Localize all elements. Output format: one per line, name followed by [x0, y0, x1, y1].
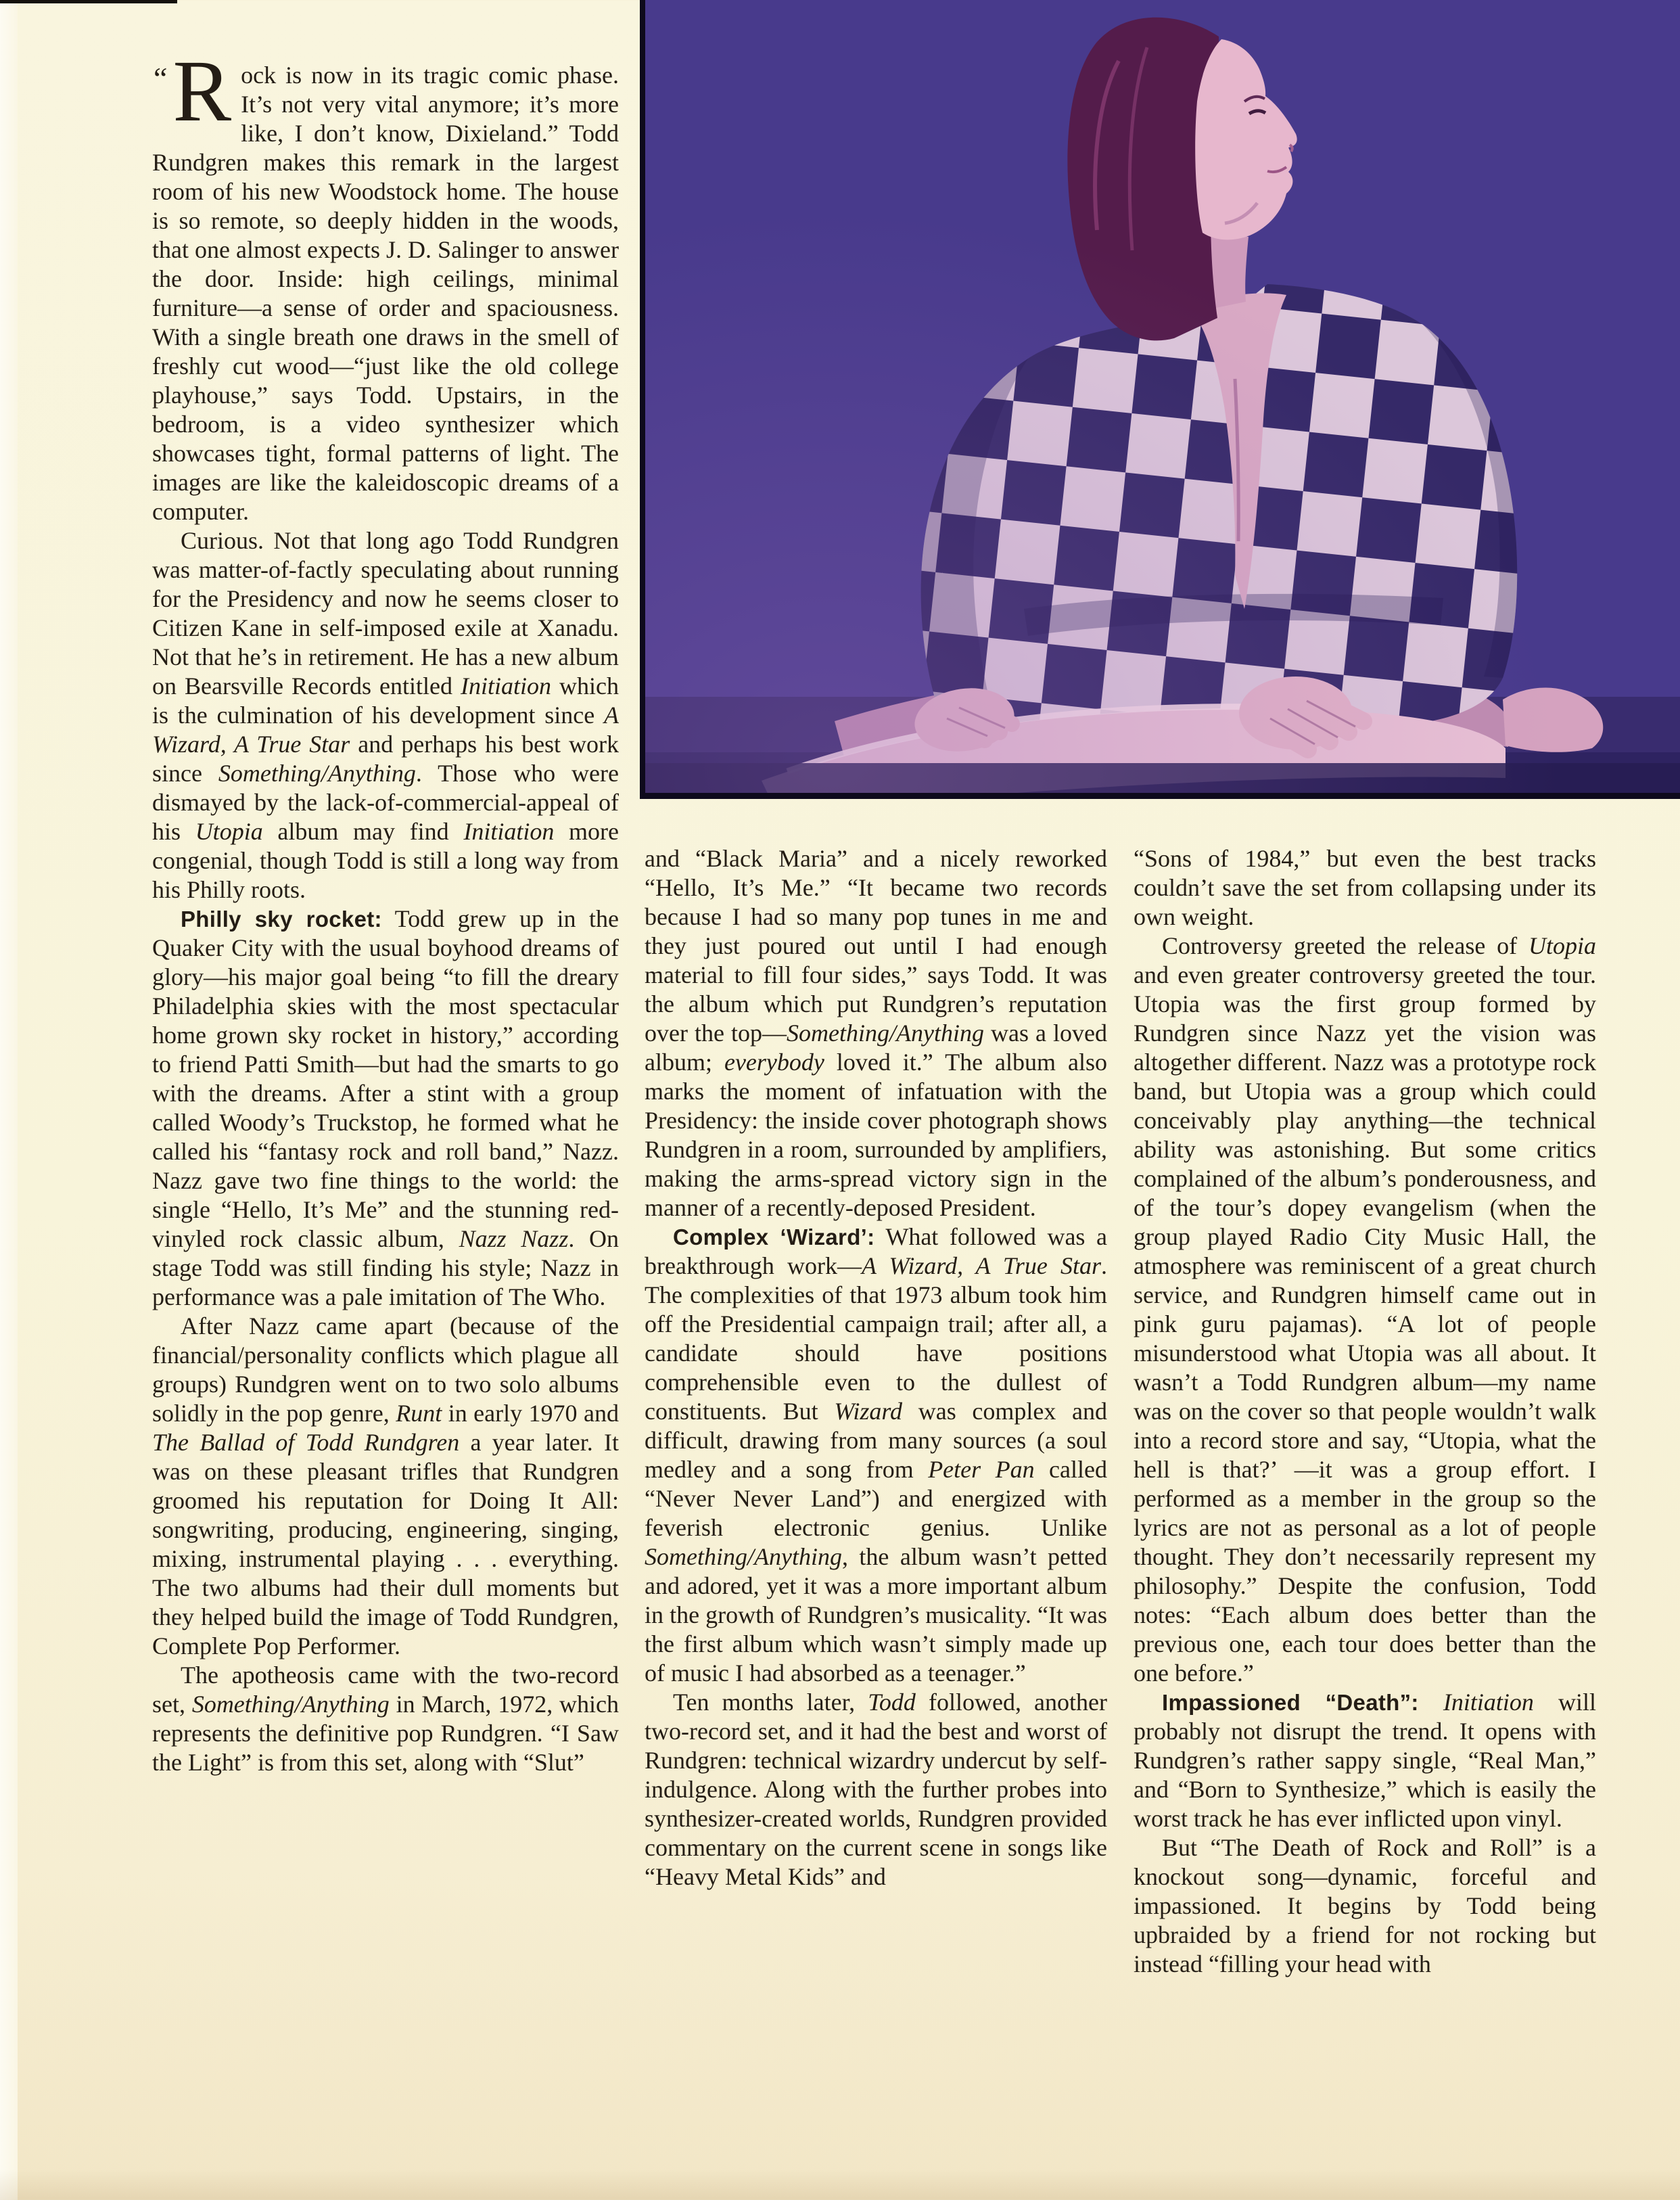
paragraph	[152, 61, 619, 526]
paragraph	[645, 1222, 1107, 1688]
text-run: Curious. Not that long ago Todd Rundgren was matter-of-factly speculating about running for the Presidency and now he seems closer to Citizen Kane in self-imposed exile at Xanadu. Not that he’s in retirement. He has a new album on Bearsville Records entitled	[152, 527, 619, 700]
paragraph	[152, 904, 619, 1312]
text-run: The Ballad of Todd Rundgren	[152, 1429, 460, 1456]
text-run: Todd	[868, 1689, 916, 1716]
section-heading: Philly sky rocket:	[181, 907, 382, 932]
text-run: will probably not disrupt the trend. It opens with Rundgren’s rather sappy single, “Real Man,” and “Born to Synthesize,” which is easily the worst track he has ever inflicted upon vinyl.	[1134, 1689, 1596, 1832]
column-2	[645, 844, 1107, 2066]
paragraph	[645, 1688, 1107, 1892]
text-run: was complex and difficult, drawing from many sources (a soul medley and a song from	[645, 1398, 1107, 1483]
paragraph	[152, 526, 619, 904]
text-run: . Those who were dismayed by the lack-of-commercial-appeal of his	[152, 760, 619, 845]
text-run: . On stage Todd was still finding his style; Nazz in performance was a pale imitation of The Who.	[152, 1225, 619, 1310]
text-run	[1419, 1689, 1443, 1716]
text-run: Todd grew up in the Quaker City with the usual boyhood dreams of glory—his major goal being “to fill the dreary Philadelphia skies with the most spectacular home grown sky rocket in history,” according to friend Patti Smith—but had the smarts to go with the dreams. After a stint with a group called Woody’s Truckstop, he formed what he called his “fantasy rock and roll band,” Nazz. Nazz gave two fine things to the world: the single “Hello, It’s Me” and the stunning red-vinyled rock classic album,	[152, 905, 619, 1252]
scan-edge-top	[0, 0, 177, 3]
text-run: Initiation	[463, 818, 555, 845]
text-run: everybody	[724, 1049, 824, 1076]
paragraph	[152, 1661, 619, 1777]
text-run: Initiation	[460, 672, 551, 700]
text-run: ock is now in its tragic comic phase. It’s not very vital anymore; it’s more like, I don’t know, Dixieland.” Todd Rundgren makes this remark in the largest room of his new Woodstock home. The house is so remote, so deeply hidden in the woods, that one almost expects J. D. Salinger to answer the door. Inside: high ceilings, minimal furniture—a sense of order and spaciousness. With a single breath one draws in the smell of freshly cut wood—“just like the old college playhouse,” says Todd. Upstairs, in the bedroom, is a video synthesizer which showcases tight, formal patterns of light. The images are like the kaleidoscopic dreams of a computer.	[152, 62, 619, 525]
text-run: Controversy greeted the release of	[1162, 932, 1529, 959]
text-run: and even greater controversy greeted the tour. Utopia was the first group formed by Rundgren since Nazz yet the vision was altogether different. Nazz was a prototype rock band, but Utopia was a group which could conceivably play anything—the technical ability was astonishing. But some critics complained of the album’s ponderousness, and of the tour’s dopey evangelism (when the group played Radio City Music Hall, the atmosphere was reminiscent of a great church service, and Rundgren himself came out in pink guru pajamas). “A lot of people misunderstood what Utopia was all about. It wasn’t a Todd Rundgren album—my name was on the cover so that people wouldn’t walk into a record store and say, “Utopia, what the hell is that?’ —it was a group effort. I performed as a member in the group so the lyrics are not as personal as a lot of people thought. They don’t necessarily represent my philosophy.” Despite the confusion, Todd notes: “Each album does better than the previous one, each tour does better than the one before.”	[1134, 961, 1596, 1687]
text-run: What followed was a breakthrough work—	[645, 1223, 1107, 1279]
text-run: Nazz Nazz	[459, 1225, 569, 1252]
text-run: and “Black Maria” and a nicely reworked “Hello, It’s Me.” “It became two records because I had so many pop tunes in me and they just poured out until I had enough material to fill four sides,” says Todd. It was the album which put Rundgren’s reputation over the top—	[645, 845, 1107, 1047]
text-run: called “Never Never Land”) and energized with feverish electronic genius. Unlike	[645, 1456, 1107, 1541]
paragraph	[152, 1312, 619, 1661]
page-left-edge	[0, 0, 18, 2200]
text-run: Peter Pan	[928, 1456, 1035, 1483]
opening-quote: “	[154, 61, 168, 95]
section-heading: Complex ‘Wizard’:	[673, 1224, 875, 1250]
section-heading: Impassioned “Death”:	[1162, 1690, 1419, 1715]
text-run: was a loved album;	[645, 1019, 1107, 1076]
text-run: Ten months later,	[673, 1689, 868, 1716]
text-run: Something/Anything	[645, 1543, 842, 1570]
text-run: more congenial, though Todd is still a long way from his Philly roots.	[152, 818, 619, 903]
text-run: a year later. It was on these pleasant trifles that Rundgren groomed his reputation for Doing It All: songwriting, producing, engineering, singing, mixing, instrumental playing . . . everything. The two albums had their dull moments but they helped build the image of Todd Rundgren, Complete Pop Performer.	[152, 1429, 619, 1659]
paragraph	[1134, 1688, 1596, 1833]
todd-rundgren-photo	[640, 0, 1680, 799]
text-run: in March, 1972, which represents the definitive pop Rundgren. “I Saw the Light” is from this set, along with “Slut”	[152, 1691, 619, 1776]
text-run: A Wizard, A True Star	[152, 702, 619, 758]
text-run: Something/Anything	[787, 1019, 984, 1047]
paragraph	[1134, 932, 1596, 1688]
paragraph	[1134, 844, 1596, 932]
paragraph	[645, 844, 1107, 1222]
text-run: in early 1970 and	[442, 1400, 619, 1427]
column-1	[152, 61, 619, 2039]
text-run: , the album wasn’t petted and adored, yet it was a more important album in the growth of Rundgren’s musicality. “It was the first album which wasn’t simply made up of music I had absorbed as a teenager.”	[645, 1543, 1107, 1687]
column-3	[1134, 844, 1596, 2066]
text-run: Something/Anything	[191, 1691, 390, 1718]
drop-cap	[154, 61, 232, 140]
text-run: album may find	[262, 818, 464, 845]
text-run: loved it.” The album also marks the moment of infatuation with the Presidency: the inside cover photograph shows Rundgren in a room, surrounded by amplifiers, making the arms-spread victory sign in the manner of a recently-deposed President.	[645, 1049, 1107, 1221]
paragraph	[1134, 1833, 1596, 1979]
text-run: But “The Death of Rock and Roll” is a knockout song—dynamic, forceful and impassioned. It begins by Todd being upbraided by a friend for not rocking but instead “filling your head with	[1134, 1834, 1596, 1977]
bottom-scan-shade	[0, 2169, 1680, 2200]
text-run: Utopia	[1528, 932, 1596, 959]
text-run: Something/Anything	[218, 760, 416, 787]
text-run: The apotheosis came with the two-record set,	[152, 1662, 619, 1718]
text-run: Initiation	[1443, 1689, 1534, 1716]
text-run: A Wizard, A True Star	[861, 1252, 1101, 1279]
text-run: Wizard	[834, 1398, 903, 1425]
text-run: Utopia	[195, 818, 263, 845]
text-run: which is the culmination of his development since	[152, 672, 619, 729]
text-run: “Sons of 1984,” but even the best tracks couldn’t save the set from collapsing under its own weight.	[1134, 845, 1596, 930]
text-run: After Nazz came apart (because of the financial/personality conflicts which plague all groups) Rundgren went on to two solo albums solidly in the pop genre,	[152, 1312, 619, 1427]
text-run: . The complexities of that 1973 album took him off the Presidential campaign trail; after all, a candidate should have positions comprehensible even to the dullest of constituents. But	[645, 1252, 1107, 1425]
drop-cap-letter: R	[172, 61, 232, 140]
text-run: Runt	[396, 1400, 442, 1427]
text-run: followed, another two-record set, and it had the best and worst of Rundgren: technical wizardry undercut by self-indulgence. Along with the further probes into synthesizer-created worlds, Rundgren provided commentary on the current scene in songs like “Heavy Metal Kids” and	[645, 1689, 1107, 1890]
photo-illustration	[645, 0, 1680, 793]
text-run: and perhaps his best work since	[152, 731, 619, 787]
